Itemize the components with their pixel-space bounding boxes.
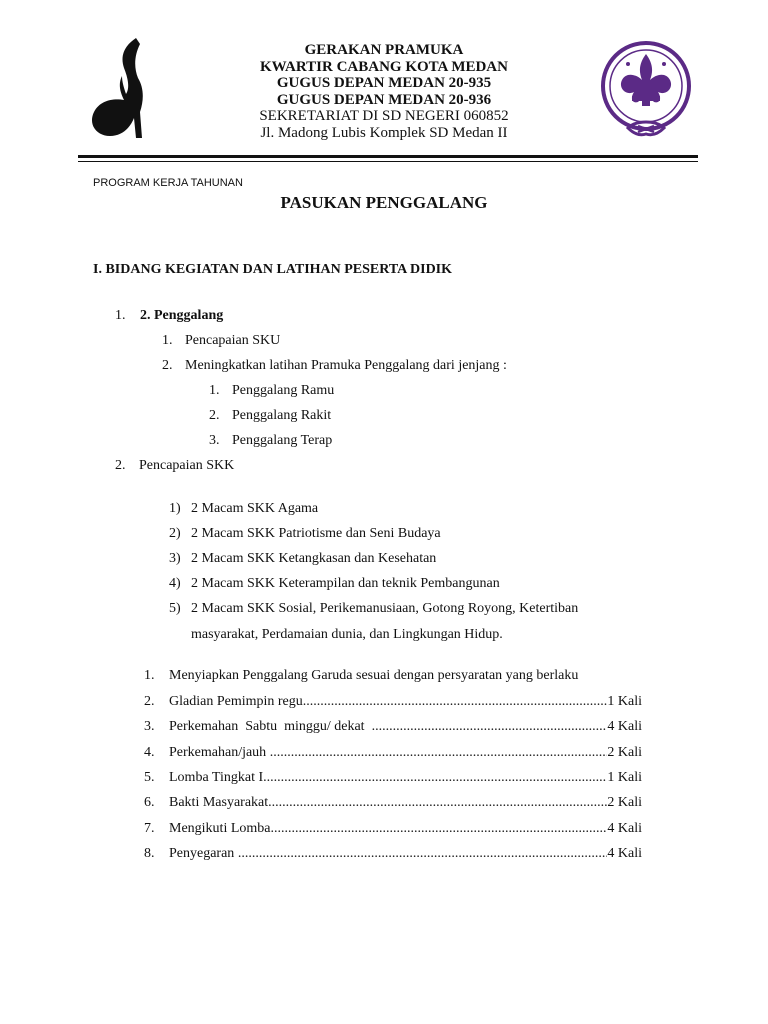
leader-dots <box>372 718 608 736</box>
org-name: GERAKAN PRAMUKA <box>304 42 464 58</box>
list-item: 1. Pencapaian SKU <box>162 333 281 348</box>
sekretariat: SEKRETARIAT DI SD NEGERI 060852 <box>259 108 509 124</box>
list-item: 2) 2 Macam SKK Patriotisme dan Seni Budaya <box>169 526 441 541</box>
kwartir-name: KWARTIR CABANG KOTA MEDAN <box>260 58 508 75</box>
header-rule-thick <box>78 155 698 158</box>
leader-dots <box>238 845 608 863</box>
leader-dots <box>268 794 607 812</box>
list-item: 1. Penggalang Ramu <box>209 383 335 398</box>
header-rule-thin <box>78 161 698 162</box>
list-item: 2. Pencapaian SKK <box>115 458 235 473</box>
leader-dots <box>271 820 608 838</box>
letterhead <box>200 42 568 141</box>
gugus-depan-1: GUGUS DEPAN MEDAN 20-935 <box>276 75 492 91</box>
gugus-depan-2: GUGUS DEPAN MEDAN 20-936 <box>276 91 492 108</box>
list-item: 5) 2 Macam SKK Sosial, Perikemanusiaan, Gotong Royong, Ketertiban <box>169 601 579 616</box>
program-label: PROGRAM KERJA TAHUNAN <box>93 177 243 189</box>
list-item: 2. Penggalang Rakit <box>209 408 332 423</box>
wosm-fleur-de-lis-logo-icon <box>598 40 694 142</box>
leader-dots <box>270 744 608 762</box>
address: Jl. Madong Lubis Komplek SD Medan II <box>260 124 508 141</box>
list-item: 1) 2 Macam SKK Agama <box>169 501 319 516</box>
tunas-kelapa-logo-icon <box>84 32 156 140</box>
leader-dots <box>303 693 608 711</box>
list-item: 1. 2. Penggalang <box>115 308 224 323</box>
list-item: 1. Menyiapkan Penggalang Garuda sesuai dengan persyaratan yang berlaku <box>144 668 579 683</box>
list-item: 4) 2 Macam SKK Keterampilan dan teknik Pembangunan <box>169 576 500 591</box>
list-item-continuation: masyarakat, Perdamaian dunia, dan Lingkungan Hidup. <box>191 627 503 642</box>
section-heading: I. BIDANG KEGIATAN DAN LATIHAN PESERTA DIDIK <box>93 262 453 277</box>
page-title: PASUKAN PENGGALANG <box>280 193 488 212</box>
list-item: 3) 2 Macam SKK Ketangkasan dan Kesehatan <box>169 551 437 566</box>
list-item: 3. Penggalang Terap <box>209 433 333 448</box>
leader-dots <box>263 769 607 787</box>
list-item: 2. Meningkatkan latihan Pramuka Penggalang dari jenjang : <box>162 358 507 373</box>
